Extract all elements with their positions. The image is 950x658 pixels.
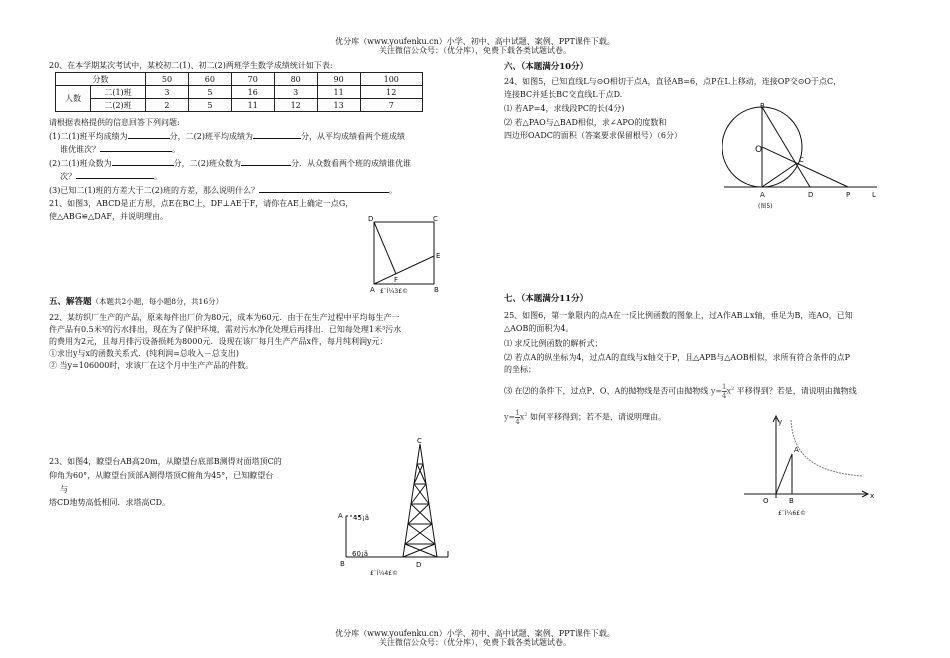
segment-oa xyxy=(776,454,792,494)
q21-line1: 21、如图3，ABCD是正方形，点E在BC上，DF⊥AE于F，请你在AE上确定一点G， xyxy=(49,199,354,208)
header-line-2: 关注微信公众号：（优分库），免费下载各类试题试卷。 xyxy=(379,46,571,55)
table-cell: 5 xyxy=(188,86,231,99)
class-name: 二(1)班 xyxy=(91,86,146,99)
label-b: B xyxy=(760,102,765,110)
q20-intro: 20、在本学期某次考试中，某校初二(1)、初二(2)两班学生数学成绩统计如下表: xyxy=(49,61,333,70)
label-b: B xyxy=(434,286,439,294)
q24-line1: 24、如图5，已知直线L与⊙O相切于点A，直径AB=6，点P在L上移动，连接OP交⊙O于点C， xyxy=(504,77,842,86)
table-cell: 13 xyxy=(317,99,360,112)
square-abcd xyxy=(374,222,434,284)
formula-parabola: y= $\frac{1}{4}$ $x^2$ xyxy=(504,409,528,427)
score-col: 70 xyxy=(231,73,274,86)
q20-part1: (1)二(1)班平均成绩为 分，二(2)班平均成绩为 分，从平均成绩看两个班成绩 xyxy=(49,132,406,141)
score-col: 60 xyxy=(188,73,231,86)
score-col: 50 xyxy=(146,73,189,86)
figure-4 xyxy=(330,436,455,576)
segment-df xyxy=(374,222,396,274)
label-f: F xyxy=(394,276,399,284)
footer-line-2: 关注微信公众号：（优分库），免费下载各类试题试卷。 xyxy=(379,638,571,647)
footer-line-1: 优分库（www.youfenku.cn）小学、初中、高中试题、案例、PPT课件下载。 xyxy=(335,629,615,638)
score-table xyxy=(55,72,423,112)
label-x: x xyxy=(870,492,875,500)
label-b: B xyxy=(340,560,345,568)
label-a: A xyxy=(338,512,343,520)
q24-line3: ⑴ 若AP=4，求线段PC的长(4分) xyxy=(504,104,625,113)
lattice-tower xyxy=(403,444,437,557)
q23-line4: 塔CD地势高低相同．求塔高CD。 xyxy=(49,498,171,507)
header-line-1: 优分库（www.youfenku.cn）小学、初中、高中试题、案例、PPT课件下载。 xyxy=(335,37,615,46)
class-name: 二(2)班 xyxy=(91,99,146,112)
q24-line2: 连接BC并延长BC交直线L于点D. xyxy=(504,90,623,99)
label-e: E xyxy=(436,252,441,260)
section-7-heading: 七、（本题满分11分） xyxy=(504,294,589,304)
q20-part2: (2)二(1)班众数为 分，二(2)班众数为 分．从众数看两个班的成绩谁优谁 xyxy=(49,159,412,168)
figure-3 xyxy=(364,214,444,296)
table-cell: 16 xyxy=(231,86,274,99)
answer-blank[interactable] xyxy=(100,143,172,152)
angle-60-label: 60¡ã xyxy=(352,550,369,558)
hyperbola-curve xyxy=(791,420,862,476)
q20-part1-cont: 谁优谁次？ 。 xyxy=(60,145,180,154)
label-c: C xyxy=(799,156,804,164)
table-cell: 3 xyxy=(274,86,317,99)
formula-parabola: y= $\frac{1}{4}$ $x^2$ xyxy=(710,383,735,401)
label-c: C xyxy=(433,215,438,223)
figure-3-caption: £¨Í¼3£© xyxy=(380,288,409,295)
score-col: 80 xyxy=(274,73,317,86)
q23-line1: 23、如图4，瞭望台AB高20m，从瞭望台底部B测得对面塔顶C的 xyxy=(49,457,282,466)
q22-line1: 22、某纺织厂生产的产品，原来每件出厂价为80元，成本为60元．由于在生产过程中平均每生产一 xyxy=(49,313,400,322)
table-cell: 7 xyxy=(360,99,422,112)
label-a: A xyxy=(794,446,799,454)
q20-part3: (3)已知二(1)班的方差大于二(2)班的方差，那么说明什么？ 。 xyxy=(49,186,397,195)
table-cell: 11 xyxy=(231,99,274,112)
q22-line2: 件产品有0.5米³的污水排出，现在为了保护环境，需对污水净化处理后再排出．已知每处理1米³污水 xyxy=(49,325,402,334)
label-o: O xyxy=(763,497,769,505)
q25-line3: ⑴ 求反比例函数的解析式； xyxy=(504,339,603,348)
answer-blank[interactable] xyxy=(259,184,389,193)
q22-line5: ② 当y=106000时，求该厂在这个月中生产产品的件数。 xyxy=(49,361,254,370)
label-p: P xyxy=(846,191,851,199)
q25-line4: ⑵ 若点A的纵坐标为4，过点A的直线与x轴交于P，且△APB与△AOB相似，求所有符合条件的点P xyxy=(504,353,851,362)
label-d: D xyxy=(808,191,814,199)
answer-blank[interactable] xyxy=(241,157,291,166)
table-cell: 3 xyxy=(146,86,189,99)
q23-line2: 仰角为60°，从瞭望台顶部A测得塔顶C俯角为45°，已知瞭望台 xyxy=(49,471,274,480)
answer-blank[interactable] xyxy=(76,170,154,179)
table-cell: 11 xyxy=(317,86,360,99)
score-col: 100 xyxy=(360,73,422,86)
segment-op xyxy=(762,147,848,187)
answer-blank[interactable] xyxy=(253,130,301,139)
figure-5-caption: (图5) xyxy=(758,203,773,210)
label-a: A xyxy=(760,191,765,199)
figure-5 xyxy=(722,100,887,212)
table-cell: 5 xyxy=(188,99,231,112)
q23-line3: 与 xyxy=(60,485,68,494)
figure-6-caption: £¨Í¼6£© xyxy=(778,510,807,517)
q20-ask: 请根据表格提供的信息回答下列问题: xyxy=(49,118,180,127)
q25-line6: ⑶ 在⑵的条件下，过点P、O、A的抛物线是否可由抛物线 y= $\frac{1}{4}$ $x^2$ 平移得到？若是，请说明由抛物线 xyxy=(504,383,857,401)
q25-line1: 25、如图6，第一象限内的点A在一反比例函数的图象上，过A作AB⊥x轴，垂足为B，连AO，已知 xyxy=(504,311,853,320)
figure-6 xyxy=(740,414,890,524)
q22-line3: 的费用为2元，且每月排污设备损耗为8000元．设现在该厂每月生产产品x件，每月纯利润y元： xyxy=(49,337,388,346)
section-5-heading: 五、解答题（本题共2小题，每小题8分，共16分） xyxy=(49,297,224,307)
label-l: L xyxy=(872,191,876,199)
label-d: D xyxy=(368,215,374,223)
label-d: D xyxy=(416,561,422,569)
segment-ae xyxy=(374,256,434,284)
label-a: A xyxy=(370,286,375,294)
segment-bd xyxy=(762,107,810,187)
table-cell: 12 xyxy=(360,86,422,99)
q20-part2-cont: 次？ 。 xyxy=(60,172,162,181)
score-header: 分数 xyxy=(56,73,146,86)
q25-line7: y= $\frac{1}{4}$ $x^2$ 如何平移得到；若不是，请说明理由。 xyxy=(504,409,666,427)
q25-line2: △AOB的面积为4。 xyxy=(504,324,574,333)
label-c: C xyxy=(417,437,422,445)
q24-line4: ⑵ 若△PAO与△BAD相似，求∠APO的度数和 xyxy=(504,118,667,127)
table-cell: 12 xyxy=(274,99,317,112)
q25-line5: 的坐标； xyxy=(504,365,536,374)
score-col: 90 xyxy=(317,73,360,86)
q22-line4: ①求出y与x的函数关系式．(纯利润=总收入－总支出) xyxy=(49,349,239,358)
section-6-heading: 六、（本题满分10分） xyxy=(504,62,589,72)
label-y: y xyxy=(778,418,783,426)
answer-blank[interactable] xyxy=(128,130,170,139)
q21-line2: 使△ABG≌△DAF，并说明理由。 xyxy=(49,212,168,221)
label-b: B xyxy=(789,497,794,505)
answer-blank[interactable] xyxy=(112,157,174,166)
label-o: O xyxy=(755,145,763,155)
angle-45-label: 45¡ã xyxy=(353,514,370,522)
figure-4-caption: £¨Í¼4£© xyxy=(370,570,399,576)
q24-line5: 四边形OADC的面积（答案要求保留根号）（6分） xyxy=(504,131,682,140)
count-header: 人数 xyxy=(56,86,91,112)
table-cell: 2 xyxy=(146,99,189,112)
